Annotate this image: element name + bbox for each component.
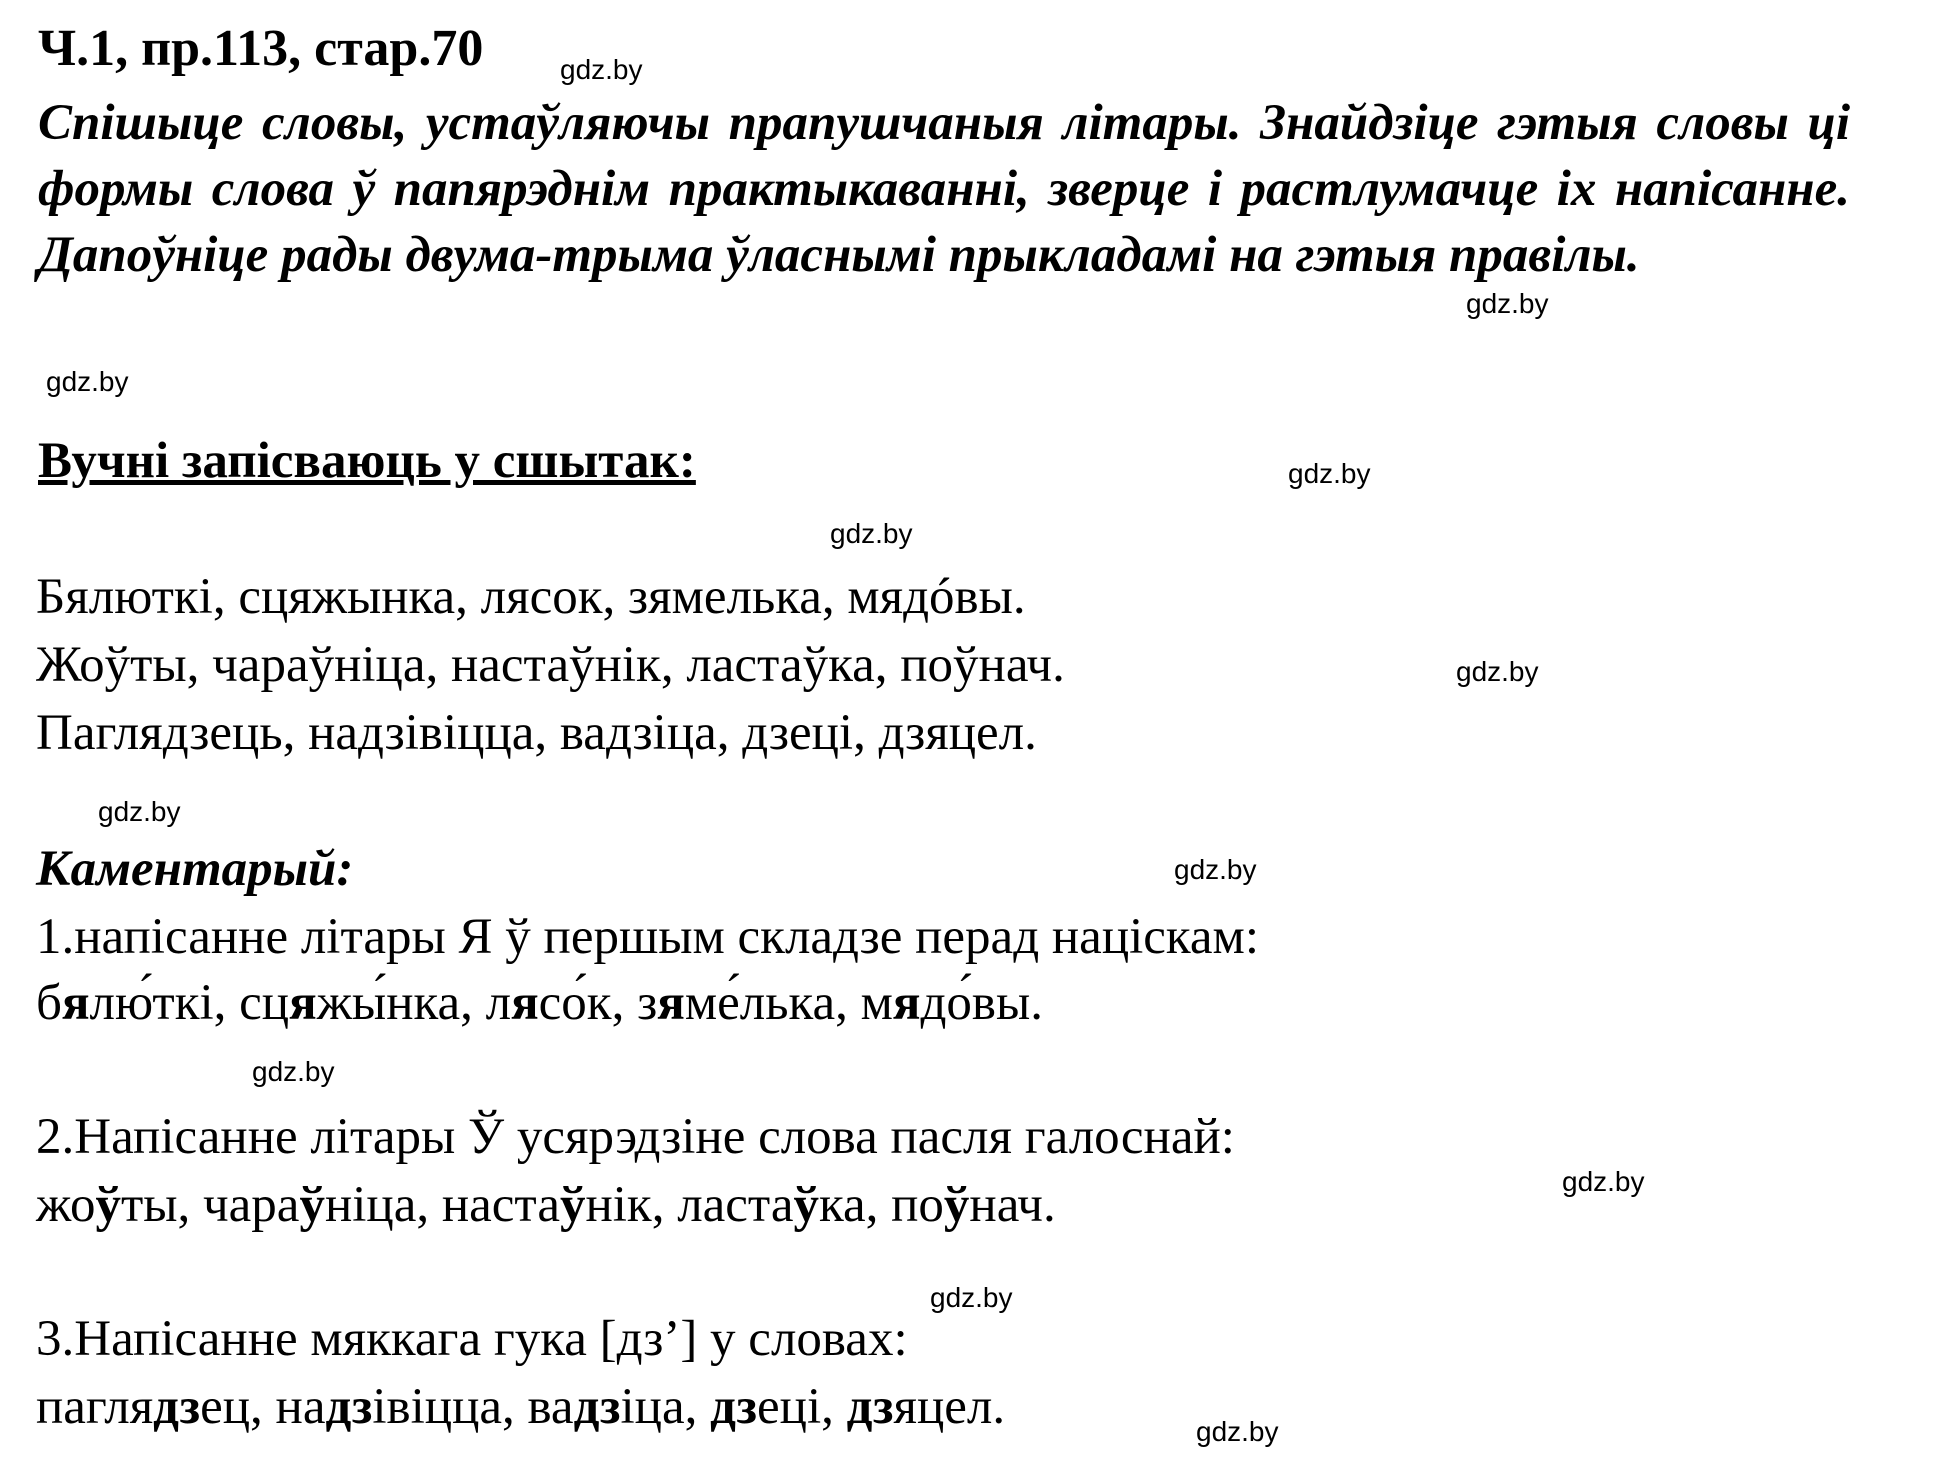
- watermark: gdz.by: [930, 1282, 1013, 1313]
- watermark: gdz.by: [560, 54, 643, 85]
- watermark: gdz.by: [830, 518, 913, 549]
- rule-2-title: 2.Напісанне літары Ў усярэдзіне слова пасля галоснай:: [36, 1109, 1235, 1165]
- highlighted-letter: я: [657, 975, 685, 1031]
- task-text: Спішыце словы, устаўляючы прапушчаныя літары. Знайдзіце гэтыя словы ці формы слова ў папярэднім практыкаванні, зверце і растлумачце іх напісанне. Дапоўніце рады двума-трыма ўласнымі прыкладамі на гэтыя правілы.: [38, 95, 1850, 283]
- answer-line-2: Жоўты, чараўніца, настаўнік, ластаўка, поўнач.: [36, 637, 1065, 693]
- watermark: gdz.by: [98, 796, 181, 827]
- answer-heading: Вучні запісваюць у сшытак:: [38, 433, 696, 489]
- highlighted-letter: ў: [943, 1177, 970, 1233]
- answer-line-3: Паглядзець, надзівіцца, вадзіца, дзеці, дзяцел.: [36, 705, 1037, 761]
- rule-3-examples: паглядзец, надзівіцца, вадзіца, дзеці, дзяцел.: [36, 1379, 1006, 1435]
- highlighted-letter: ў: [95, 1177, 121, 1233]
- watermark: gdz.by: [1562, 1166, 1645, 1197]
- highlighted-letter: я: [289, 975, 317, 1031]
- rule-1-title: 1.напісанне літары Я ў першым складзе перад націскам:: [36, 909, 1260, 965]
- rule-1-examples: бялю́ткі, сцяжы́нка, лясо́к, зяме́лька, мядо́вы.: [36, 975, 1044, 1031]
- highlighted-letter: дз: [710, 1379, 758, 1435]
- watermark: gdz.by: [1466, 288, 1549, 319]
- watermark: gdz.by: [46, 366, 129, 397]
- watermark: gdz.by: [1196, 1416, 1279, 1447]
- watermark: gdz.by: [1288, 458, 1371, 489]
- answer-line-1: Бялюткі, сцяжынка, лясок, зямелька, мядóвы.: [36, 569, 1026, 625]
- highlighted-letter: ў: [793, 1177, 819, 1233]
- rule-3-title: 3.Напісанне мяккага гука [дз’] у словах:: [36, 1311, 908, 1367]
- highlighted-letter: я: [511, 975, 539, 1031]
- highlighted-letter: дз: [573, 1379, 621, 1435]
- page-title: Ч.1, пр.113, стар.70: [38, 20, 484, 77]
- watermark: gdz.by: [1456, 656, 1539, 687]
- comment-heading: Каментарый:: [36, 841, 354, 897]
- rule-2-examples: жоўты, чараўніца, настаўнік, ластаўка, поўнач.: [36, 1177, 1056, 1233]
- highlighted-letter: ў: [559, 1177, 586, 1233]
- highlighted-letter: дз: [846, 1379, 894, 1435]
- watermark: gdz.by: [1174, 854, 1257, 885]
- highlighted-letter: я: [61, 975, 90, 1031]
- highlighted-letter: ў: [299, 1177, 325, 1233]
- watermark: gdz.by: [252, 1056, 335, 1087]
- highlighted-letter: дз: [153, 1379, 201, 1435]
- highlighted-letter: дз: [325, 1379, 373, 1435]
- highlighted-letter: я: [892, 975, 921, 1031]
